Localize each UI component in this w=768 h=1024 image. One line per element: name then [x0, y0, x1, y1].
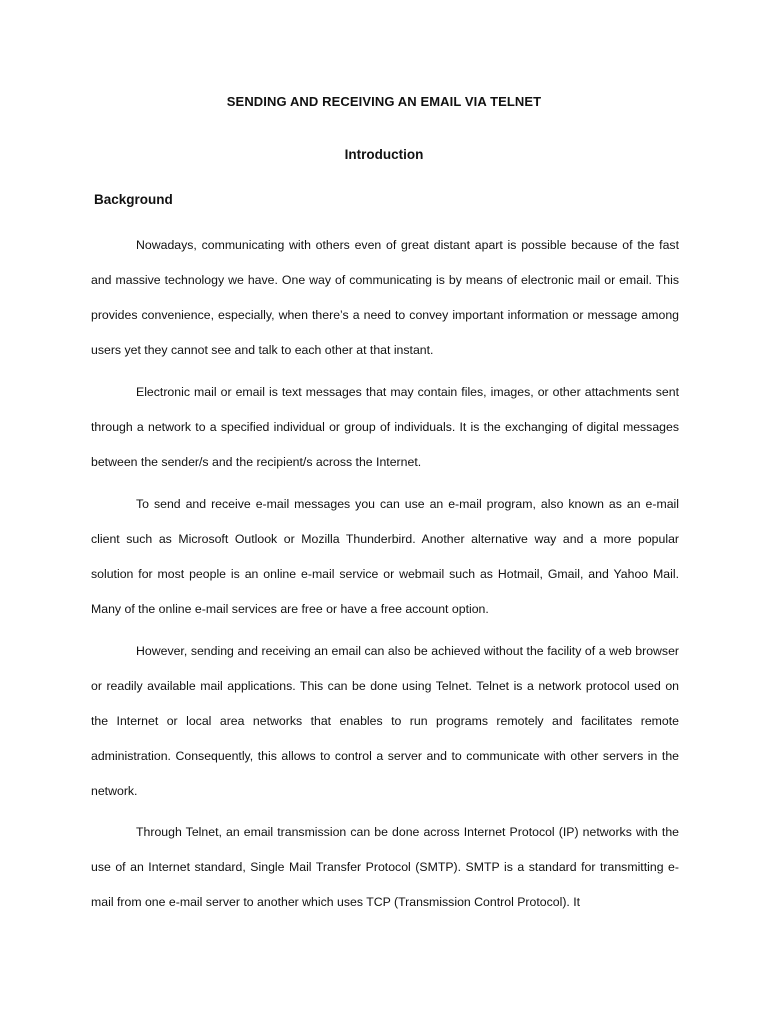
paragraph: However, sending and receiving an email can also be achieved without the facility of a web browser or readily available mail applications. This can be done using Telnet. Telnet is a network protocol used on the Internet or local area networks that enables to run programs remotely and facilitates remote administration. Consequently, this allows to control a server and to communicate with other servers in the network.: [91, 644, 679, 798]
paragraph: Electronic mail or email is text messages that may contain files, images, or other attachments sent through a network to a specified individual or group of individuals. It is the exchanging of digital messages between the sender/s and the recipient/s across the Internet.: [91, 385, 679, 469]
subheading: Background: [94, 192, 173, 207]
section-title: Introduction: [344, 147, 424, 162]
paragraph: Nowadays, communicating with others even of great distant apart is possible because of the fast and massive technology we have. One way of communicating is by means of electronic mail or email. This provides convenience, especially, when there’s a need to convey important information or message among users yet they cannot see and talk to each other at that instant.: [91, 238, 679, 357]
paragraph: Through Telnet, an email transmission can be done across Internet Protocol (IP) networks with the use of an Internet standard, Single Mail Transfer Protocol (SMTP). SMTP is a standard for transmitting e-mail from one e-mail server to another which uses TCP (Transmission Control Protocol). It: [91, 825, 679, 909]
paragraph: To send and receive e-mail messages you can use an e-mail program, also known as an e-mail client such as Microsoft Outlook or Mozilla Thunderbird. Another alternative way and a more popular solution for most people is an online e-mail service or webmail such as Hotmail, Gmail, and Yahoo Mail. Many of the online e-mail services are free or have a free account option.: [91, 497, 679, 616]
document-title: SENDING AND RECEIVING AN EMAIL VIA TELNET: [226, 94, 542, 109]
